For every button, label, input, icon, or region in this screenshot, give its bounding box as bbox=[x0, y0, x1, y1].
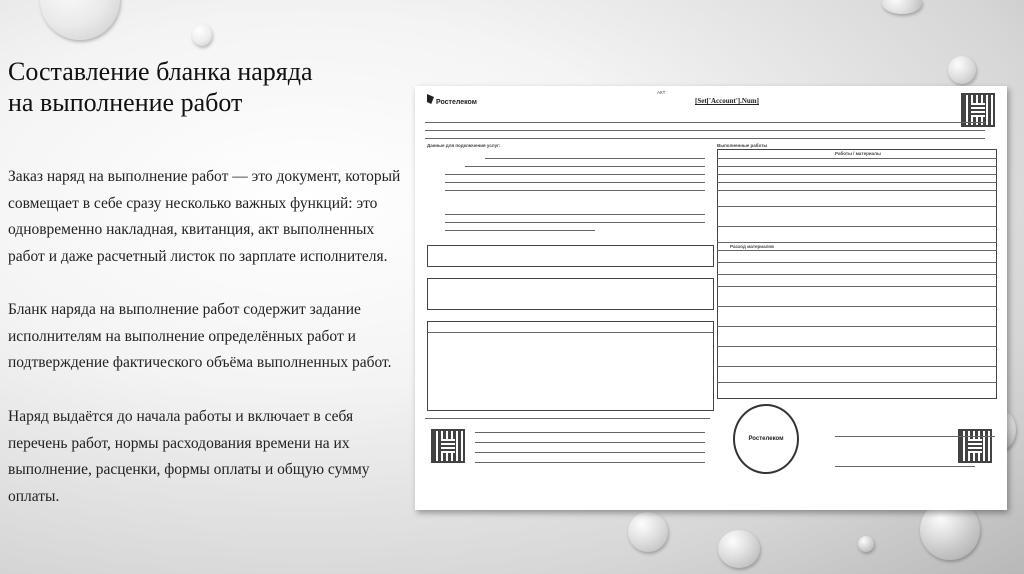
qr-code bbox=[963, 95, 993, 125]
rostelecom-logo: Ростелеком bbox=[427, 94, 477, 106]
paragraph-1: Заказ наряд на выполнение работ — это документ, который совмещает в себе сразу несколько важных функций: это одновременно накладная, квитанция, акт выполненных работ и даже расчетный листок по зарплате исполнителя. bbox=[8, 168, 401, 265]
account-field: [Set['Account'].Num] bbox=[695, 97, 759, 105]
water-drop bbox=[718, 530, 760, 568]
paragraph-2: Бланк наряда на выполнение работ содержит задание исполнителям на выполнение определённых работ и подтверждение фактического объёма выполненных работ. bbox=[8, 301, 392, 371]
paragraph-3: Наряд выдаётся до начала работы и включает в себя перечень работ, нормы расходования времени на их выполнение, расценки, формы оплаты и общую сумму оплаты. bbox=[8, 408, 370, 505]
works-column-header: Работы / материалы bbox=[835, 151, 881, 156]
water-drop bbox=[858, 536, 874, 552]
right-section-heading: Выполненные работы bbox=[717, 143, 768, 148]
water-drop bbox=[948, 56, 976, 84]
qr-code bbox=[433, 431, 463, 461]
slide-title: Составление бланка наряда на выполнение работ bbox=[8, 57, 313, 117]
company-stamp: Ростелеком bbox=[733, 404, 799, 474]
water-drop bbox=[192, 24, 212, 46]
water-drop bbox=[882, 0, 922, 14]
materials-heading: Расход материалов bbox=[730, 244, 774, 249]
water-drop bbox=[40, 0, 120, 40]
work-order-document-image bbox=[415, 86, 1007, 510]
left-section-heading: Данные для подключения услуг: bbox=[427, 143, 501, 148]
water-drop bbox=[628, 512, 668, 552]
act-heading: АКТ bbox=[657, 90, 666, 95]
